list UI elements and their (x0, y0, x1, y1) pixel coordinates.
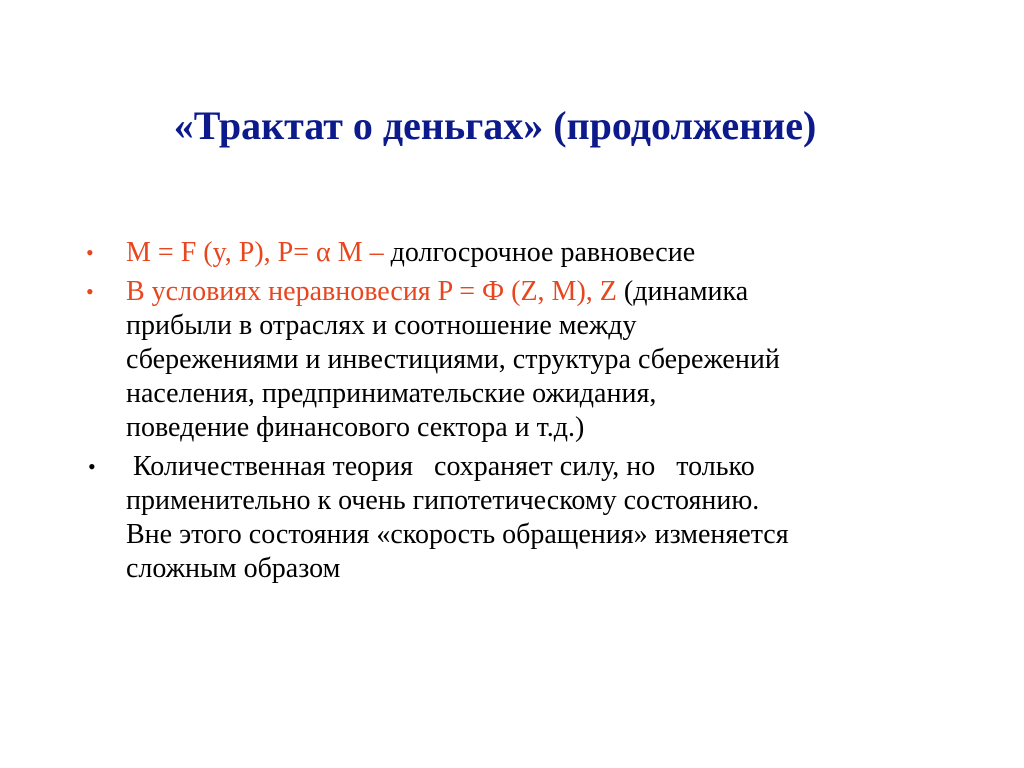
bullet-marker: • (86, 279, 94, 304)
formula-text: M = F (y, P), P= α M – (126, 237, 384, 268)
bullet-line: применительно к очень гипотетическому состоянию. (126, 485, 760, 516)
bullet-text: (динамика (616, 276, 749, 307)
bullet-line: поведение финансового сектора и т.д.) (126, 412, 585, 443)
bullet-line (126, 275, 964, 309)
bullet-marker: • (86, 240, 94, 265)
bullet-line: прибыли в отраслях и соотношение между (126, 310, 637, 341)
slide-title: «Трактат о деньгах» (продолжение) (173, 103, 817, 148)
bullet-line: населения, предпринимательские ожидания, (126, 378, 657, 409)
bullet-text: долгосрочное равновесие (383, 237, 696, 268)
bullet-item-disequilibrium (0, 275, 1024, 445)
bullet-line: сложным образом (126, 553, 341, 584)
formula-text: В условиях неравновесия P = Ф (Z, M), Z (126, 276, 617, 307)
bullet-list (0, 236, 1024, 591)
bullet-item-quantity-theory (0, 450, 1024, 586)
bullet-line: Вне этого состояния «скорость обращения» изменяется (126, 519, 789, 550)
bullet-line (126, 236, 964, 270)
bullet-line: сбережениями и инвестициями, структура сбережений (126, 344, 780, 375)
bullet-item-equilibrium (0, 236, 1024, 270)
bullet-marker: • (88, 454, 96, 479)
bullet-line: Количественная теория сохраняет силу, но только (126, 451, 755, 482)
